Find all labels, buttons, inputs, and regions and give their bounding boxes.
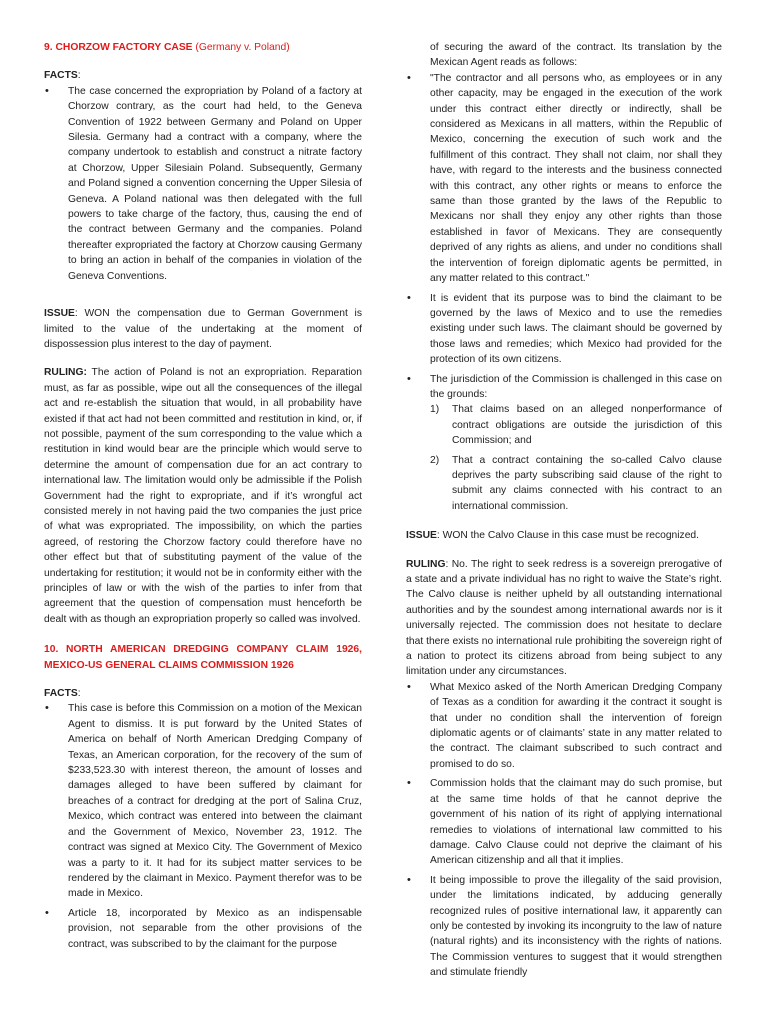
grounds-list [430, 402, 722, 514]
bullet-item: • Article 18, incorporated by Mexico as an indispensable provision, not separable from the other provisions of the contract, was subscribed to by the claimant for the purpose [44, 906, 362, 952]
case-9-facts-heading [44, 68, 362, 83]
bullet-item: • "The contractor and all persons who, as employees or in any other capacity, may be engaged in the execution of the work under this contract either directly or indirectly, shall be considered as Mexicans in all matters, within the Republic of Mexico, concerning the execution of such work and the fulfillment of this contract. They shall not claim, nor shall they have, with regard to the interests and the business connected with this contract, any other rights or means to enforce the same than those granted by the laws of the Republic to Mexicans nor shall they enjoy any other rights than those established in favor of Mexicans. They are consequently deprived of any rights as aliens, and under no conditions shall the intervention of foreign diplomatic agents be permitted, in any matter related to this contract." [406, 71, 722, 287]
bullet-item: • The case concerned the expropriation by Poland of a factory at Chorzow contrary, as the court had held, to the Geneva Convention of 1922 between Germany and Poland on Upper Silesia. Germany had a contract with a company, where the company undertook to establish and construct a nitrate factory at Chorzow, Upper Silesiain Poland. Subsequently, Germany and Poland signed a convention concerning the Upper Silesia of Geneva. A Poland national was then delegated with the full powers to take charge of the factory, thus, causing the end of the contract between Germany and the companies. Poland thereafter expropriated the factory at Chorzow causing Germany to bring an action in behalf of the companies in violation of the Geneva Conventions. [44, 84, 362, 284]
bullet-item: • It is evident that its purpose was to bind the claimant to be governed by the laws of Mexico and to use the remedies existing under such laws. The claimant should be governed by those laws and remedies; which Mexico had provided for the protection of its own citizens. [406, 291, 722, 368]
numbered-item [430, 453, 722, 515]
bullet-item: • Commission holds that the claimant may do such promise, but at the same time holds of that he cannot deprive the government of his nation of its right of applying international remedies to violations of international law committed to his damage. Calvo Clause could not deprive the claimant of his American citizenship and all that it implies. [406, 776, 722, 868]
case-9-parties: (Germany v. Poland) [192, 42, 290, 53]
bullet-item [406, 372, 722, 515]
issue-label: ISSUE [406, 530, 437, 542]
item-number: 2) [430, 454, 440, 466]
case-10-ruling [406, 557, 722, 680]
case-10-ruling-points [406, 680, 722, 981]
case-10-issue [406, 528, 722, 543]
case-10-title: 10. NORTH AMERICAN DREDGING COMPANY CLAIM 1926, MEXICO-US GENERAL CLAIMS COMMISSION 1926 [44, 644, 362, 671]
item-text: That claims based on an alleged nonperformance of contract obligations are outside the jurisdiction of this Commission; and [452, 404, 722, 447]
facts-continuation: of securing the award of the contract. Its translation by the Mexican Agent reads as follows: [430, 42, 722, 69]
case-9-title: 9. CHORZOW FACTORY CASE [44, 42, 193, 53]
bullet-item: • It being impossible to prove the illegality of the said provision, under the limitations indicated, by adducing generally recognized rules of positive international law, it apparently can only be contested by invoking its incongruity to the law of nature (natural rights) and its inconsistency with the rights of nations. The Commission ventures to suggest that it would strengthen and stimulate friendly [406, 873, 722, 981]
ruling-text: The action of Poland is not an expropriation. Reparation must, as far as possible, wipe out all the consequences of the illegal act and re-establish the situation that would, in all probability have existed if that act had not been committed and restitution in kind, or, if not possible, payment of the sum corresponding to the value which a restitution in kind would bear are the principle which would serve to determine the amount of compensation due for an act contrary to international law. The limitation would only be admissible if the Polish Government had the right to expropriate, and if it’s wrongful act consisted merely in not having paid the two companies the just price of what was expropriated. The impossibility, on which the parties agreed, of restoring the Chorzow factory could therefore have no other effect but that of substituting payment of the value of the undertaking for restitution; it would not be in conformity either with the principles of law or with the wish of the parties to infer from that agreement that the question of compensation must henceforth be dealt with as though an expropriation properly so called was involved. [44, 367, 362, 625]
item-number: 1) [430, 404, 440, 416]
numbered-item [430, 402, 722, 448]
issue-label: ISSUE [44, 308, 75, 320]
bullet-text: The jurisdiction of the Commission is challenged in this case on the grounds: [430, 373, 722, 400]
facts-colon: : [77, 70, 81, 82]
case-10-facts-list [44, 701, 362, 952]
issue-text: : WON the Calvo Clause in this case must be recognized. [436, 530, 700, 542]
bullet-item: • This case is before this Commission on a motion of the Mexican Agent to dismiss. It is put forward by the United States of America on behalf of North American Dredging Company of Texas, an American corporation, for the recovery of the sum of $233,523.30 with interest thereon, the amount of losses and damages alleged to have been suffered by claimant for breaches of a contract for dredging at the port of Salina Cruz, Mexico, which contract was entered into between the claimant and the Government of Mexico, November 23, 1912. The contract was signed at Mexico City. The Government of Mexico was a party to it. It had for its subject matter services to be rendered by the claimant in Mexico. Payment therefor was to be made in Mexico. [44, 701, 362, 901]
facts-label: FACTS [44, 688, 78, 700]
case-9-facts-list [44, 84, 362, 284]
ruling-label: RULING [406, 558, 446, 570]
facts-label: FACTS [44, 70, 78, 82]
ruling-text: : No. The right to seek redress is a sovereign prerogative of a state and a private individual has no right to waive the State’s right. The Calvo clause is neither upheld by all outstanding international authorities and by the soundest among international awards nor is it universally rejected. The commission does not hesitate to declare that there exists no international rule prohibiting the sovereign right of a nation to protect its citizens abroad from being subject to any limitation under any circumstances. [406, 558, 722, 678]
item-text: That a contract containing the so-called Calvo clause deprives the party subscribing said clause of the right to submit any claims connected with his contract to an international commission. [452, 454, 722, 512]
left-column [44, 40, 362, 952]
bullet-item: • What Mexico asked of the North American Dredging Company of Texas as a condition for awarding it the contract it sought is that under no condition shall the intervention of foreign diplomatic agents or of claimants’ state in any matter related to the contract. The claimant subscribed to such contract and promised to do so. [406, 680, 722, 772]
case-10-facts-list-continued [406, 71, 722, 514]
facts-colon: : [77, 688, 81, 700]
ruling-label: RULING: [44, 367, 87, 379]
case-9-issue [44, 306, 362, 352]
case-9-ruling [44, 365, 362, 627]
case-9-heading [44, 40, 362, 55]
case-10-facts-heading [44, 686, 362, 701]
right-column [406, 44, 722, 981]
issue-text: : WON the compensation due to German Government is limited to the value of the undertaking at the moment of dispossession plus interest to the day of payment. [44, 308, 362, 350]
